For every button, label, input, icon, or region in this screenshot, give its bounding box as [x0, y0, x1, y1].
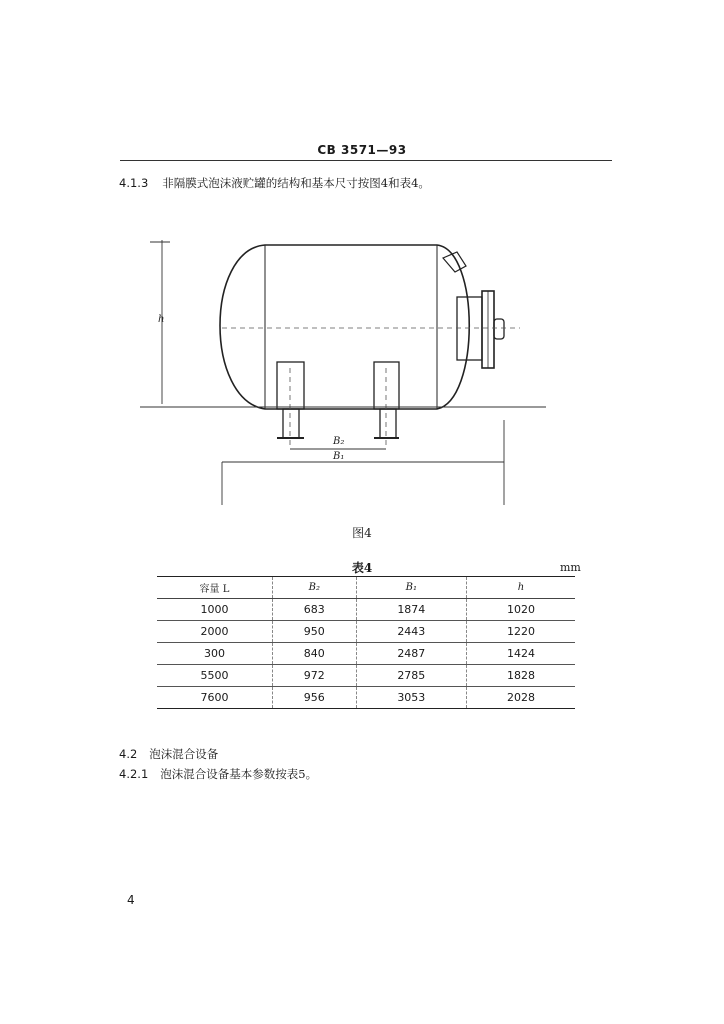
- h-label: h: [158, 314, 165, 325]
- cell-b2: 683: [272, 599, 356, 621]
- b2-label: B₂: [333, 436, 345, 447]
- tank-body: [220, 245, 469, 409]
- table-row: [157, 665, 575, 687]
- cell-b2: 956: [272, 687, 356, 709]
- cell-b2: 950: [272, 621, 356, 643]
- table-row: [157, 621, 575, 643]
- cell-h: 1020: [467, 599, 576, 621]
- cell-b1: 2785: [356, 665, 466, 687]
- section-4-2: [119, 746, 218, 762]
- section-number: 4.1.3: [119, 176, 149, 190]
- cell-b1: 2443: [356, 621, 466, 643]
- cell-b1: 1874: [356, 599, 466, 621]
- top-nozzle: [443, 252, 466, 272]
- cell-h: 2028: [467, 687, 576, 709]
- table-row: [157, 599, 575, 621]
- header-h: h: [467, 577, 576, 599]
- cell-capacity: 7600: [200, 691, 229, 704]
- header-b1: B₁: [356, 577, 466, 599]
- table-unit: mm: [560, 561, 581, 574]
- section-text: 非隔膜式泡沫液贮罐的结构和基本尺寸按图4和表4。: [162, 176, 430, 190]
- cell-b2: 840: [272, 643, 356, 665]
- foot-left: [283, 409, 299, 438]
- b1-label: B₁: [333, 451, 345, 462]
- saddle-left: [277, 362, 304, 409]
- cell-capacity: 5500: [200, 669, 229, 682]
- table-title: 表4: [351, 561, 373, 575]
- page-number: 4: [127, 893, 135, 907]
- cell-capacity: 2000: [200, 625, 229, 638]
- cell-b1: 2487: [356, 643, 466, 665]
- foot-right: [380, 409, 396, 438]
- dimension-table: [157, 576, 575, 709]
- table-row: [157, 687, 575, 709]
- cell-h: 1220: [467, 621, 576, 643]
- section-4-2-1: [119, 766, 317, 782]
- section-text: 泡沫混合设备基本参数按表5。: [160, 767, 318, 781]
- cell-capacity: 1000: [200, 603, 229, 616]
- section-number: 4.2: [119, 747, 138, 761]
- table-header-row: [157, 577, 575, 599]
- cell-b2: 972: [272, 665, 356, 687]
- saddle-right: [374, 362, 399, 409]
- table-row: [157, 643, 575, 665]
- header-b2: B₂: [272, 577, 356, 599]
- cell-b1: 3053: [356, 687, 466, 709]
- cell-h: 1828: [467, 665, 576, 687]
- figure-caption: 图4: [352, 526, 372, 540]
- header-capacity: 容量 L: [199, 584, 230, 595]
- cell-h: 1424: [467, 643, 576, 665]
- standard-code: CB 3571—93: [317, 143, 407, 157]
- section-heading: 泡沫混合设备: [149, 747, 219, 761]
- cell-capacity: 300: [203, 647, 225, 660]
- section-number: 4.2.1: [119, 767, 149, 781]
- flange-boss: [494, 319, 504, 339]
